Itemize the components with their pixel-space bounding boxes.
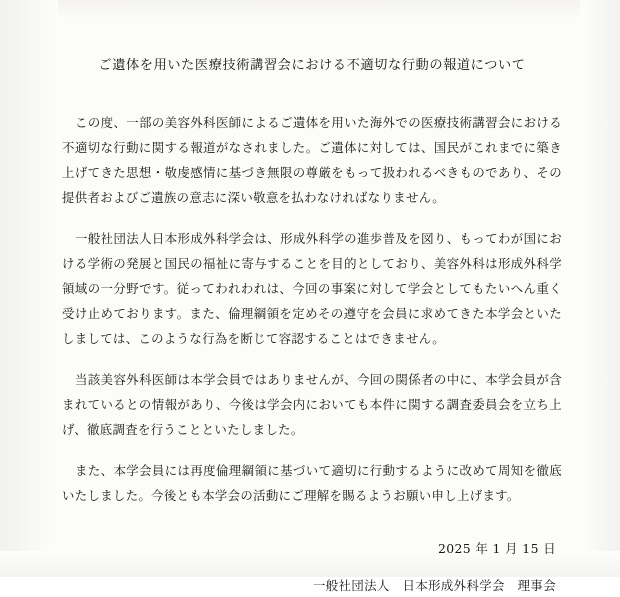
page-title: ご遺体を用いた医療技術講習会における不適切な行動の報道について [98, 58, 526, 73]
document-date: 2025 年 1 月 15 日 [437, 541, 556, 557]
paragraph-1: この度、一部の美容外科医師によるご遺体を用いた海外での医療技術講習会における不適切な行動に関する報道がなされました。ご遺体に対しては、国民がこれまでに築き上げてきた思想・敬虔感情に基づき無限の尊厳をもって扱われるべきものであり、その提供者およびご遺族の意志に深い敬意を払わなければなりません。 [62, 114, 562, 205]
paragraph-2: 一般社団法人日本形成外科学会は、形成外科学の進歩普及を図り、もってわが国における学術の発展と国民の福祉に寄与することを目的としており、美容外科は形成外科学領域の一分野です。従ってわれわれは、今回の事案に対して学会としてもたいへん重く受け止めております。また、倫理綱領を定めその遵守を会員に求めてきた本学会といたしましては、このような行為を断じて容認することはできません。 [62, 230, 562, 347]
document-signature: 一般社団法人 日本形成外科学会 理事会 [312, 577, 556, 593]
signature-block [62, 538, 562, 597]
paper-edge-left [0, 0, 58, 577]
paragraph-3: 当該美容外科医師は本学会員ではありませんが、今回の関係者の中に、本学会員が含まれているとの情報があり、今後は学会内においても本件に関する調査委員会を立ち上げ、徹底調査を行うことといたしました。 [62, 372, 562, 438]
paragraph-4: また、本学会員には再度倫理綱領に基づいて適切に行動するように改めて周知を徹底いたしました。今後とも本学会の活動にご理解を賜るようお願い申し上げます。 [62, 463, 562, 504]
document-content [62, 34, 562, 593]
document-body [62, 110, 562, 509]
paper-edge-top [0, 0, 620, 22]
paper-edge-right [580, 0, 620, 577]
